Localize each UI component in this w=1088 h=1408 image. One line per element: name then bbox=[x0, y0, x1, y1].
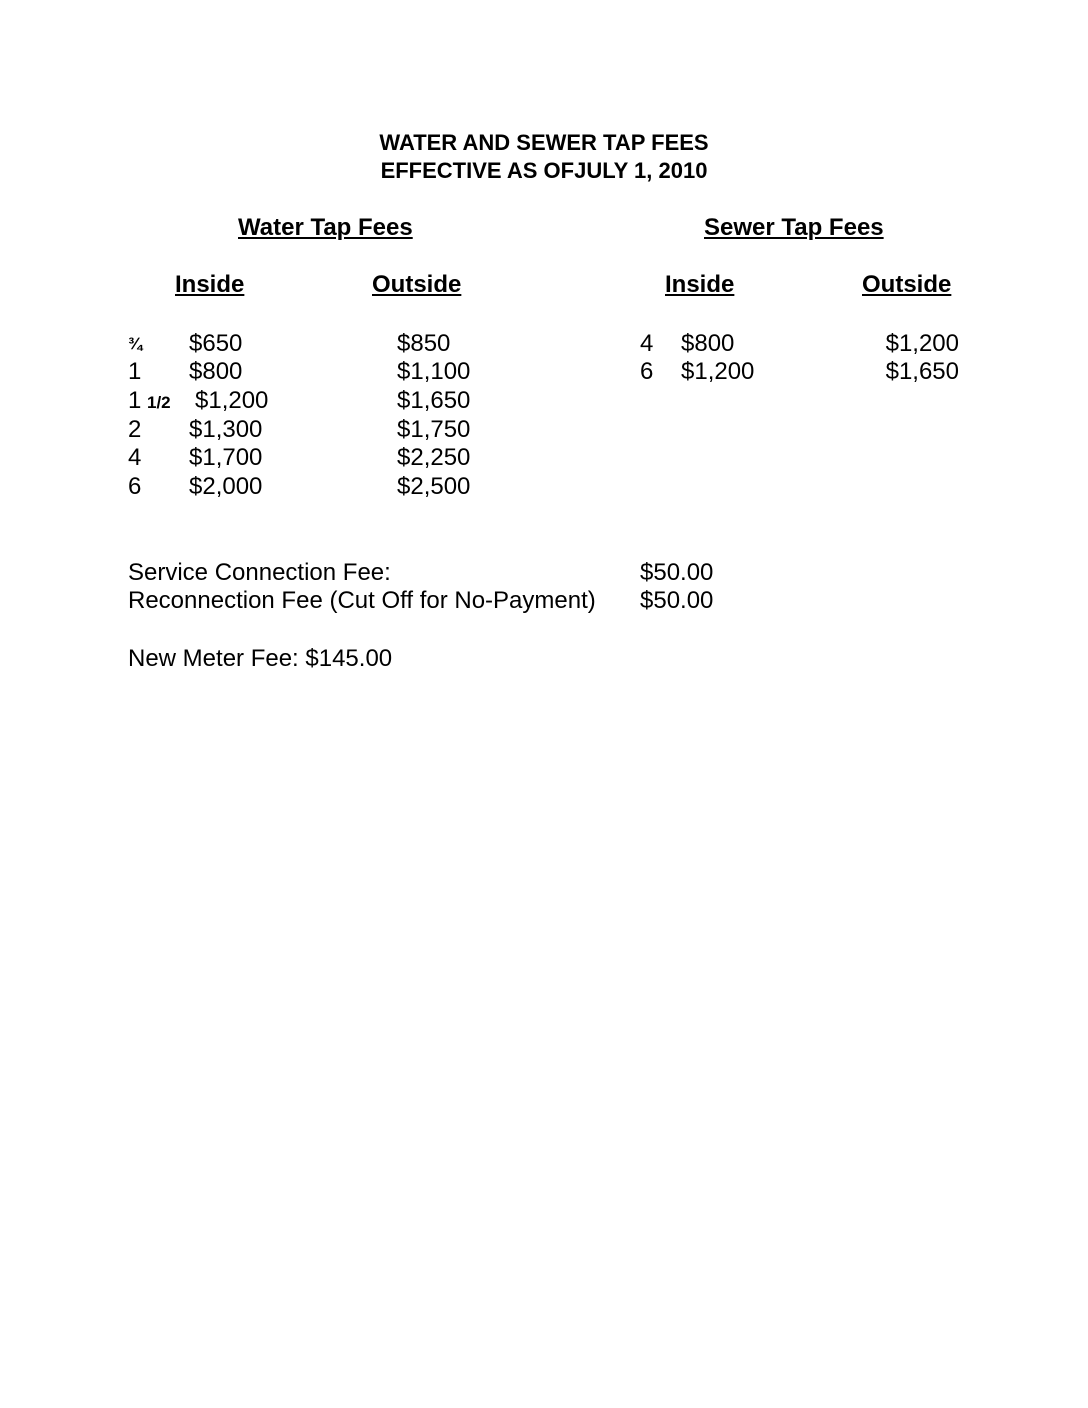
reconnection-fee-amount: $50.00 bbox=[640, 587, 714, 614]
water-size-cell: 6 bbox=[128, 473, 142, 500]
service-connection-fee-label: Service Connection Fee: bbox=[128, 559, 391, 586]
water-size-cell: 1 bbox=[128, 358, 142, 385]
document-title-line-2: EFFECTIVE AS OFJULY 1, 2010 bbox=[380, 158, 708, 183]
sewer-inside-header: Inside bbox=[665, 271, 735, 298]
sewer-outside-header: Outside bbox=[862, 271, 952, 298]
water-size-cell: 1 bbox=[128, 387, 142, 414]
water-outside-header: Outside bbox=[372, 271, 462, 298]
water-inside-cell: $1,300 bbox=[189, 416, 263, 443]
sewer-size-cell: 6 bbox=[640, 358, 654, 385]
water-inside-cell: $2,000 bbox=[189, 473, 263, 500]
water-inside-cell: $1,700 bbox=[189, 444, 263, 471]
document-title-line-1: WATER AND SEWER TAP FEES bbox=[379, 130, 709, 155]
water-outside-cell: $1,650 bbox=[397, 387, 471, 414]
sewer-outside-cell: $1,200 bbox=[885, 330, 959, 357]
water-outside-cell: $1,750 bbox=[397, 416, 471, 443]
sewer-outside-cell: $1,650 bbox=[885, 358, 959, 385]
water-size-cell: ¾ bbox=[128, 334, 143, 353]
water-inside-cell: $650 bbox=[189, 330, 243, 357]
water-outside-cell: $1,100 bbox=[397, 358, 471, 385]
service-connection-fee-amount: $50.00 bbox=[640, 559, 714, 586]
water-inside-cell: $1,200 bbox=[195, 387, 269, 414]
water-tap-fees-heading: Water Tap Fees bbox=[238, 214, 413, 241]
water-inside-header: Inside bbox=[175, 271, 245, 298]
water-size-cell: 4 bbox=[128, 444, 142, 471]
water-size-cell: 2 bbox=[128, 416, 142, 443]
sewer-inside-cell: $1,200 bbox=[681, 358, 755, 385]
sewer-tap-fees-heading: Sewer Tap Fees bbox=[704, 214, 884, 241]
sewer-size-cell: 4 bbox=[640, 330, 654, 357]
water-outside-cell: $2,500 bbox=[397, 473, 471, 500]
water-size-fraction: 1/2 bbox=[147, 393, 171, 412]
water-outside-cell: $2,250 bbox=[397, 444, 471, 471]
new-meter-fee: New Meter Fee: $145.00 bbox=[128, 645, 393, 672]
water-outside-cell: $850 bbox=[397, 330, 451, 357]
water-inside-cell: $800 bbox=[189, 358, 243, 385]
sewer-inside-cell: $800 bbox=[681, 330, 735, 357]
reconnection-fee-label: Reconnection Fee (Cut Off for No-Payment) bbox=[128, 587, 596, 614]
